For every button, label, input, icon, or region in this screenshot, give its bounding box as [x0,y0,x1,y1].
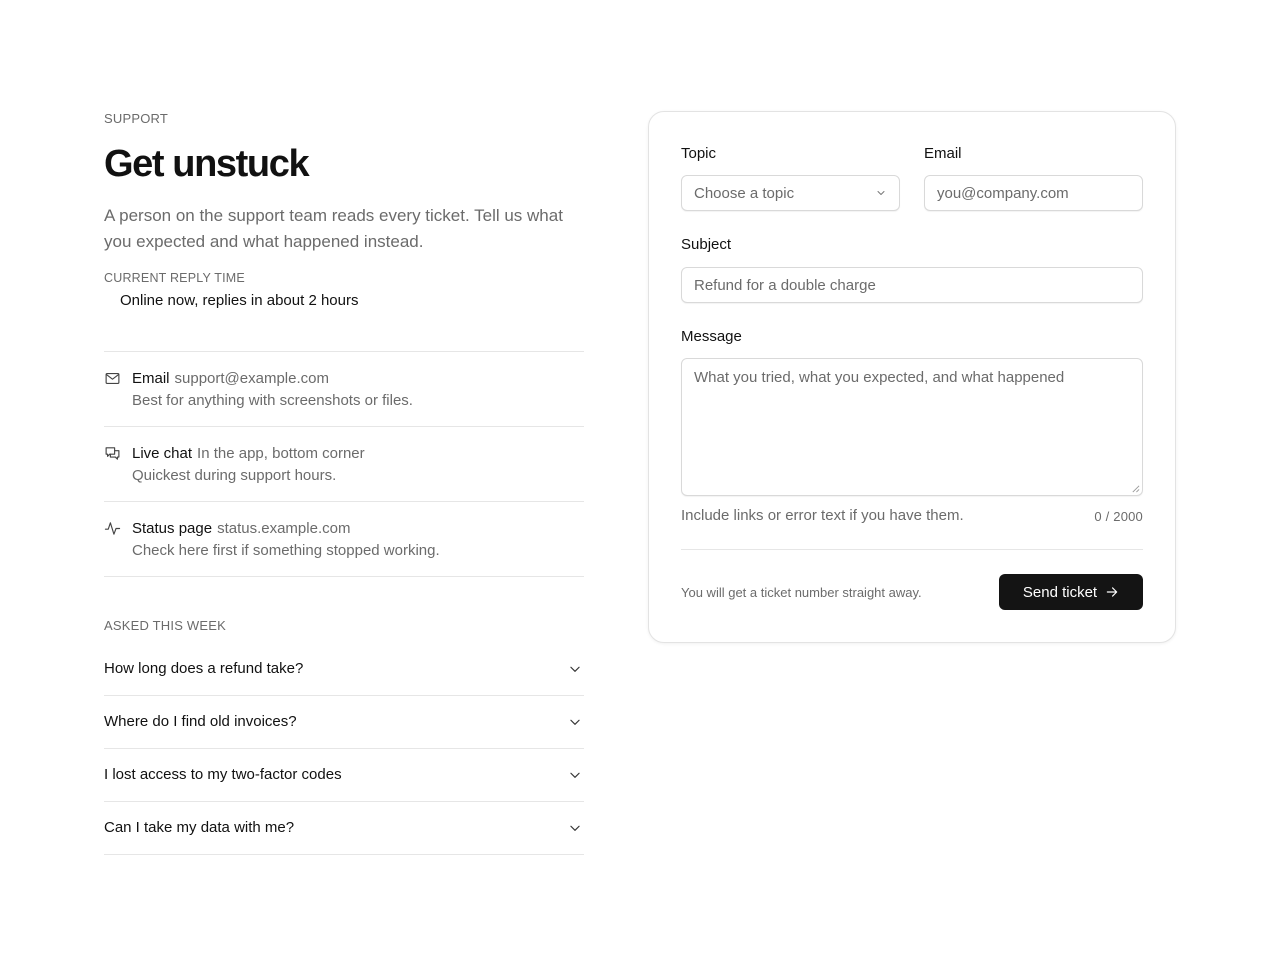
message-field[interactable] [694,369,1142,487]
faq-item[interactable] [104,802,584,855]
send-ticket-button[interactable] [999,574,1143,610]
page-lede: A person on the support team reads every ticket. Tell us what you expected and what happened instead. [104,205,563,251]
topic-label: Topic [681,145,717,162]
faq-question: How long does a refund take? [104,660,304,678]
channel-live-chat [104,427,584,502]
channel-name: Live chat [132,444,193,462]
channel-detail: In the app, bottom corner [197,444,365,462]
channel-status-page [104,502,584,577]
section-eyebrow: SUPPORT [104,111,169,126]
support-info [104,111,584,855]
chevron-down-icon [568,715,582,729]
channel-detail[interactable]: status.example.com [217,519,351,537]
arrow-right-icon [1105,585,1119,599]
chevron-down-icon [568,768,582,782]
faq-label: ASKED THIS WEEK [104,617,226,633]
subject-field-wrap [681,267,1143,303]
page-title: Get unstuck [104,143,309,185]
channel-detail[interactable]: support@example.com [174,369,329,387]
channel-email [104,352,584,427]
resize-handle-icon[interactable] [1131,484,1140,493]
message-hint: Include links or error text if you have them. [681,507,964,524]
channel-name: Email [132,369,170,387]
mail-icon [104,370,121,387]
activity-icon [104,520,121,537]
message-field-wrap [681,358,1143,496]
email-field-wrap [924,175,1143,211]
chevron-down-icon [568,662,582,676]
reply-time-status: Online now, replies in about 2 hours [120,291,359,309]
form-footnote: You will get a ticket number straight away. [681,585,922,600]
channel-name: Status page [132,519,213,537]
faq-item[interactable] [104,696,584,749]
email-field[interactable] [937,185,1142,202]
message-label: Message [681,328,742,345]
form-divider [681,549,1143,550]
channel-note: Best for anything with screenshots or files. [132,391,413,409]
contact-channels [104,351,584,577]
chat-icon [104,445,121,462]
faq-item[interactable] [104,643,584,696]
faq-list [104,643,584,855]
topic-select[interactable] [681,175,900,211]
faq-question: Where do I find old invoices? [104,713,297,731]
reply-time-label: CURRENT REPLY TIME [104,270,245,285]
chevron-down-icon [875,187,887,199]
topic-select-value: Choose a topic [694,184,795,202]
character-counter: 0 / 2000 [1094,509,1143,524]
send-ticket-label: Send ticket [1022,583,1098,601]
faq-question: I lost access to my two-factor codes [104,766,342,784]
channel-note: Quickest during support hours. [132,466,337,484]
subject-field[interactable] [694,277,1142,294]
email-label: Email [924,145,962,162]
ticket-form [648,111,1176,643]
channel-note: Check here first if something stopped working. [132,541,440,559]
faq-item[interactable] [104,749,584,802]
chevron-down-icon [568,821,582,835]
faq-question: Can I take my data with me? [104,819,295,837]
subject-label: Subject [681,236,732,253]
